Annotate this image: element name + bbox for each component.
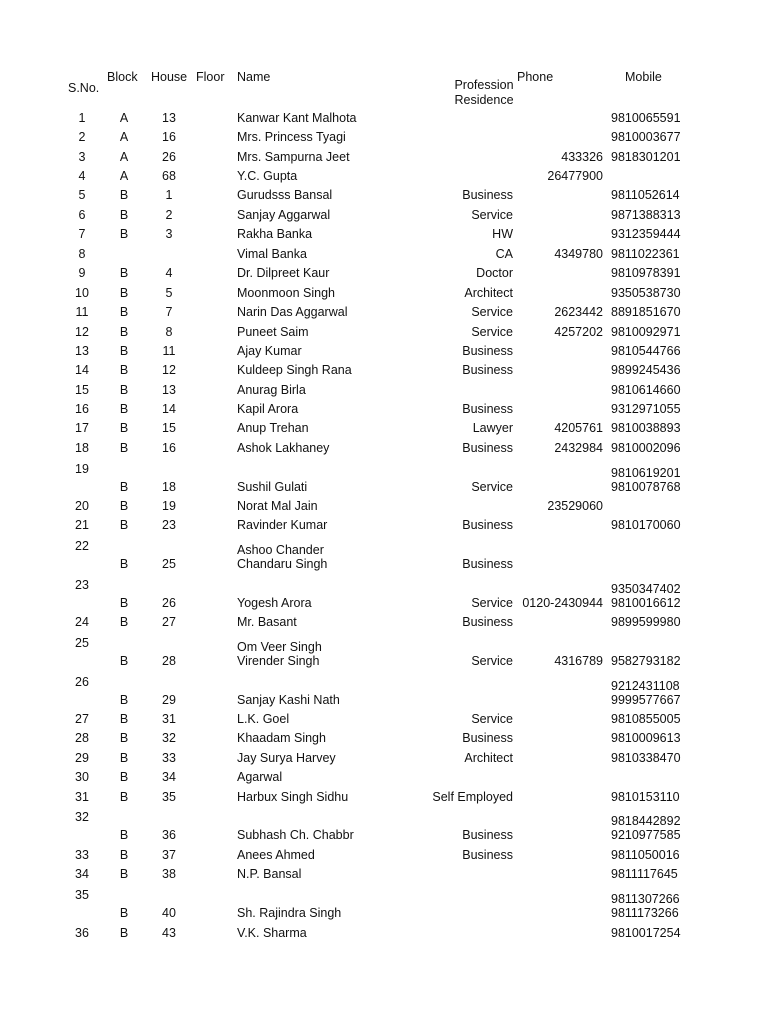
row-name (237, 543, 327, 572)
row-profession: HW (492, 227, 513, 241)
row-house: 12 (162, 363, 176, 377)
row-name-line: Kanwar Kant Malhota (237, 111, 357, 125)
row-sno: 28 (75, 731, 89, 745)
row-mobile-line: 9810092971 (611, 325, 681, 339)
row-name-line: Anurag Birla (237, 383, 306, 397)
row-mobile-line: 9350347402 (611, 581, 681, 596)
row-name-line: Dr. Dilpreet Kaur (237, 266, 330, 280)
row-house: 68 (162, 169, 176, 183)
row-mobile-line: 9810065591 (611, 111, 681, 125)
row-block: B (119, 751, 129, 765)
row-sno: 2 (78, 130, 86, 144)
row-name-line: V.K. Sharma (237, 926, 307, 940)
row-profession: Business (462, 402, 513, 416)
row-house: 13 (162, 111, 176, 125)
row-house: 38 (162, 867, 176, 881)
row-sno: 34 (75, 867, 89, 881)
row-sno: 30 (75, 770, 89, 784)
row-name-line: Khaadam Singh (237, 731, 326, 745)
row-mobile (611, 227, 681, 242)
row-profession: Service (471, 480, 513, 494)
row-mobile (611, 848, 680, 863)
row-name (237, 790, 348, 805)
row-name (237, 848, 315, 863)
row-name-line: Jay Surya Harvey (237, 751, 336, 765)
row-profession: Business (462, 615, 513, 629)
row-house: 13 (162, 383, 176, 397)
row-name-line: Anup Trehan (237, 421, 309, 435)
row-mobile (611, 712, 681, 727)
row-house: 3 (165, 227, 173, 241)
row-name (237, 363, 352, 378)
row-mobile-line: 9811173266 (611, 906, 679, 920)
row-name (237, 227, 312, 242)
row-name (237, 344, 302, 359)
row-block: B (119, 615, 129, 629)
row-sno: 33 (75, 848, 89, 862)
row-mobile-line: 9810017254 (611, 926, 681, 940)
row-sno: 15 (75, 383, 89, 397)
row-block: B (119, 770, 129, 784)
row-house: 32 (162, 731, 176, 745)
row-phone: 2432984 (554, 441, 603, 455)
row-mobile-line: 9999577667 (611, 693, 681, 707)
row-block: B (119, 790, 129, 804)
row-phone: 4257202 (554, 325, 603, 339)
row-name (237, 325, 309, 340)
row-mobile-line: 9811052614 (611, 188, 680, 202)
row-mobile-line: 9810170060 (611, 518, 681, 532)
row-name (237, 770, 282, 785)
row-block: B (119, 421, 129, 435)
row-sno: 21 (75, 518, 89, 532)
row-name (237, 751, 336, 766)
row-mobile-line: 9899245436 (611, 363, 681, 377)
row-sno: 10 (75, 286, 89, 300)
row-mobile (611, 286, 681, 301)
row-mobile (611, 325, 681, 340)
row-house: 15 (162, 421, 176, 435)
row-house: 27 (162, 615, 176, 629)
row-block: B (119, 402, 129, 416)
row-name (237, 712, 289, 727)
row-block: A (119, 130, 129, 144)
row-name-line: Anees Ahmed (237, 848, 315, 862)
row-mobile-line: 9810978391 (611, 266, 681, 280)
row-house: 5 (165, 286, 173, 300)
row-name (237, 441, 329, 456)
row-mobile (611, 188, 680, 203)
row-mobile-line: 9810016612 (611, 596, 681, 610)
row-profession: Business (462, 828, 513, 842)
row-sno: 4 (78, 169, 86, 183)
row-sno: 18 (75, 441, 89, 455)
row-mobile (611, 466, 681, 495)
row-profession: Service (471, 712, 513, 726)
row-mobile (611, 208, 681, 223)
row-profession: Self Employed (432, 790, 513, 804)
row-profession: Architect (464, 751, 513, 765)
row-house: 40 (162, 906, 176, 920)
row-mobile (611, 266, 681, 281)
row-name-line: Sushil Gulati (237, 480, 308, 494)
row-block: B (119, 344, 129, 358)
row-name-line: Om Veer Singh (237, 639, 322, 654)
row-mobile (611, 731, 681, 746)
row-block: B (119, 188, 129, 202)
row-profession: Service (471, 305, 513, 319)
row-name (237, 906, 341, 921)
row-name-line: Moonmoon Singh (237, 286, 335, 300)
row-house: 35 (162, 790, 176, 804)
row-mobile-line: 8891851670 (611, 305, 681, 319)
row-name-line: Ravinder Kumar (237, 518, 328, 532)
row-house: 11 (162, 344, 176, 358)
row-mobile-line: 9212431108 (611, 678, 680, 693)
row-profession: Business (462, 441, 513, 455)
row-block: B (119, 266, 129, 280)
row-sno: 3 (78, 150, 86, 164)
row-block: B (119, 227, 129, 241)
row-mobile (611, 790, 680, 805)
row-house: 34 (162, 770, 176, 784)
row-sno: 1 (78, 111, 86, 125)
row-mobile (611, 130, 681, 145)
row-name-line: Yogesh Arora (237, 596, 312, 610)
row-name (237, 402, 298, 417)
row-house: 8 (165, 325, 173, 339)
row-sno: 32 (75, 809, 89, 824)
row-name-line: Mrs. Sampurna Jeet (237, 150, 350, 164)
row-house: 18 (162, 480, 176, 494)
row-name (237, 188, 332, 203)
row-name-line: Narin Das Aggarwal (237, 305, 348, 319)
row-sno: 16 (75, 402, 89, 416)
row-name-line: Kapil Arora (237, 402, 299, 416)
row-block: B (119, 596, 129, 610)
row-mobile-line: 9810855005 (611, 712, 681, 726)
row-block: B (119, 383, 129, 397)
row-mobile (611, 518, 681, 533)
row-name (237, 421, 309, 436)
row-mobile-line: 9871388313 (611, 208, 681, 222)
row-house: 19 (162, 499, 176, 513)
row-name-line: Agarwal (237, 770, 283, 784)
row-profession: Business (462, 188, 513, 202)
row-mobile (611, 892, 680, 921)
row-block: B (119, 480, 129, 494)
row-name-line: Vimal Banka (237, 247, 307, 261)
row-name (237, 286, 335, 301)
row-block: B (119, 286, 129, 300)
row-name (237, 130, 346, 145)
row-profession: Business (462, 344, 513, 358)
row-block: A (119, 111, 129, 125)
row-house: 14 (162, 402, 176, 416)
row-block: B (119, 654, 129, 668)
row-profession: Business (462, 518, 513, 532)
row-mobile-line: 9810544766 (611, 344, 681, 358)
row-profession: Architect (464, 286, 513, 300)
row-profession: Service (471, 654, 513, 668)
row-sno: 11 (75, 305, 89, 319)
header-name: Name (237, 70, 271, 84)
row-name (237, 828, 354, 843)
row-phone: 4316789 (554, 654, 603, 668)
row-block: B (119, 499, 129, 513)
row-block: B (119, 208, 129, 222)
row-block: B (119, 693, 129, 707)
row-name-line: Puneet Saim (237, 325, 309, 339)
row-mobile-line: 9810338470 (611, 751, 681, 765)
row-block: B (119, 325, 129, 339)
row-mobile-line: 9810003677 (611, 130, 681, 144)
row-mobile (611, 582, 681, 611)
row-house: 26 (162, 596, 176, 610)
header-profession-line2: Residence (454, 92, 514, 107)
row-name-line: Chandaru Singh (237, 557, 328, 571)
row-name-line: Subhash Ch. Chabbr (237, 828, 354, 842)
row-house: 26 (162, 150, 176, 164)
row-house: 4 (165, 266, 173, 280)
row-name-line: Sanjay Kashi Nath (237, 693, 340, 707)
row-mobile (611, 383, 681, 398)
row-house: 16 (162, 130, 176, 144)
row-phone: 433326 (561, 150, 603, 164)
row-mobile-line: 9312359444 (611, 227, 681, 241)
row-name-line: Y.C. Gupta (237, 169, 298, 183)
row-house: 16 (162, 441, 176, 455)
row-mobile-line: 9811307266 (611, 891, 680, 906)
row-house: 23 (162, 518, 176, 532)
row-mobile (611, 441, 681, 456)
row-mobile-line: 9818301201 (611, 150, 681, 164)
row-mobile-line: 9210977585 (611, 828, 681, 842)
row-mobile-line: 9810078768 (611, 480, 681, 494)
row-mobile (611, 751, 681, 766)
row-phone: 23529060 (547, 499, 603, 513)
row-profession: Doctor (476, 266, 513, 280)
row-mobile (611, 305, 681, 320)
row-sno: 29 (75, 751, 89, 765)
row-mobile-line: 9899599980 (611, 615, 681, 629)
row-mobile (611, 421, 681, 436)
row-name-line: Harbux Singh Sidhu (237, 790, 349, 804)
row-sno: 6 (78, 208, 86, 222)
row-house: 37 (162, 848, 176, 862)
row-sno: 22 (75, 538, 89, 553)
row-name-line: Ashok Lakhaney (237, 441, 330, 455)
row-mobile-line: 9810002096 (611, 441, 681, 455)
row-name (237, 383, 306, 398)
row-name (237, 150, 350, 165)
row-mobile-line: 9811022361 (611, 247, 680, 261)
row-name (237, 208, 330, 223)
row-phone: 0120-2430944 (522, 596, 603, 610)
row-house: 31 (162, 712, 176, 726)
row-name-line: Sh. Rajindra Singh (237, 906, 342, 920)
row-mobile-line: 9350538730 (611, 286, 681, 300)
row-name (237, 693, 340, 708)
row-name (237, 111, 357, 126)
row-mobile-line: 9810153110 (611, 790, 680, 804)
row-sno: 20 (75, 499, 89, 513)
row-name (237, 499, 318, 514)
row-mobile (611, 247, 680, 262)
row-sno: 5 (78, 188, 86, 202)
header-block: Block (107, 70, 138, 84)
row-mobile (611, 615, 681, 630)
row-mobile (611, 654, 681, 669)
header-profession (454, 78, 513, 107)
row-mobile-line: 9582793182 (611, 654, 681, 668)
row-name-line: Ajay Kumar (237, 344, 302, 358)
row-mobile (611, 111, 681, 126)
row-phone: 26477900 (547, 169, 603, 183)
row-block: B (119, 926, 129, 940)
row-sno: 26 (75, 674, 89, 689)
row-name (237, 596, 312, 611)
row-house: 43 (162, 926, 176, 940)
row-profession: Service (471, 325, 513, 339)
row-profession: Service (471, 208, 513, 222)
row-block: B (119, 557, 129, 571)
row-name-line: Gurudsss Bansal (237, 188, 333, 202)
row-block: B (119, 867, 129, 881)
row-profession: CA (495, 247, 513, 261)
row-name (237, 867, 301, 882)
row-sno: 35 (75, 887, 89, 902)
row-name-line: Mrs. Princess Tyagi (237, 130, 346, 144)
row-mobile-line: 9312971055 (611, 402, 681, 416)
row-phone: 4349780 (554, 247, 603, 261)
row-sno: 19 (75, 461, 89, 476)
row-name-line: Norat Mal Jain (237, 499, 318, 513)
row-mobile (611, 363, 681, 378)
row-sno: 9 (78, 266, 86, 280)
header-profession-line1: Profession (454, 78, 514, 92)
row-name-line: L.K. Goel (237, 712, 290, 726)
row-name-line: Virender Singh (237, 654, 320, 668)
row-mobile (611, 402, 681, 417)
row-name (237, 926, 307, 941)
row-block: B (119, 441, 129, 455)
row-name-line: N.P. Bansal (237, 867, 302, 881)
row-block: B (119, 848, 129, 862)
row-name (237, 518, 327, 533)
row-mobile-line: 9818442892 (611, 813, 681, 828)
row-block: B (119, 906, 129, 920)
row-sno: 13 (75, 344, 89, 358)
row-house: 2 (165, 208, 173, 222)
row-profession: Business (462, 848, 513, 862)
row-name-line: Mr. Basant (237, 615, 297, 629)
header-phone: Phone (517, 70, 554, 84)
row-name-line: Sanjay Aggarwal (237, 208, 331, 222)
row-mobile-line: 9810009613 (611, 731, 681, 745)
row-house: 7 (165, 305, 173, 319)
row-mobile (611, 150, 681, 165)
row-mobile-line: 9810614660 (611, 383, 681, 397)
row-name (237, 266, 329, 281)
row-mobile-line: 9810619201 (611, 465, 681, 480)
row-block: B (119, 828, 129, 842)
row-mobile-line: 9811050016 (611, 848, 680, 862)
row-name (237, 480, 307, 495)
row-profession: Business (462, 363, 513, 377)
row-profession: Business (462, 557, 513, 571)
row-sno: 17 (75, 421, 89, 435)
row-name (237, 731, 326, 746)
row-name-line: Ashoo Chander (237, 542, 324, 557)
row-mobile-line: 9811117645 (611, 867, 678, 881)
row-block: B (119, 518, 129, 532)
row-sno: 24 (75, 615, 89, 629)
row-phone: 2623442 (554, 305, 603, 319)
row-mobile (611, 867, 678, 882)
row-block: B (119, 712, 129, 726)
row-sno: 8 (78, 247, 86, 261)
row-mobile (611, 926, 681, 941)
row-profession: Business (462, 731, 513, 745)
row-house: 25 (162, 557, 176, 571)
row-sno: 14 (75, 363, 89, 377)
row-sno: 23 (75, 577, 89, 592)
row-sno: 31 (75, 790, 89, 804)
row-name-line: Kuldeep Singh Rana (237, 363, 352, 377)
row-block: A (119, 169, 129, 183)
row-name-line: Rakha Banka (237, 227, 313, 241)
row-profession: Lawyer (472, 421, 513, 435)
row-phone: 4205761 (554, 421, 603, 435)
row-house: 1 (165, 188, 173, 202)
row-sno: 27 (75, 712, 89, 726)
row-block: A (119, 150, 129, 164)
row-house: 33 (162, 751, 176, 765)
row-mobile (611, 679, 681, 708)
row-house: 28 (162, 654, 176, 668)
row-name (237, 640, 322, 669)
row-house: 29 (162, 693, 176, 707)
row-name (237, 247, 307, 262)
header-sno: S.No. (68, 81, 100, 95)
header-mobile: Mobile (625, 70, 662, 84)
row-house: 36 (162, 828, 176, 842)
row-mobile (611, 814, 681, 843)
row-block: B (119, 363, 129, 377)
row-mobile-line: 9810038893 (611, 421, 681, 435)
header-house: House (151, 70, 188, 84)
row-sno: 7 (78, 227, 86, 241)
row-mobile (611, 344, 681, 359)
header-floor: Floor (196, 70, 225, 84)
row-name (237, 169, 297, 184)
row-block: B (119, 731, 129, 745)
row-name (237, 305, 347, 320)
row-profession: Service (471, 596, 513, 610)
row-sno: 12 (75, 325, 89, 339)
row-block: B (119, 305, 129, 319)
row-sno: 25 (75, 635, 89, 650)
row-name (237, 615, 297, 630)
row-sno: 36 (75, 926, 89, 940)
